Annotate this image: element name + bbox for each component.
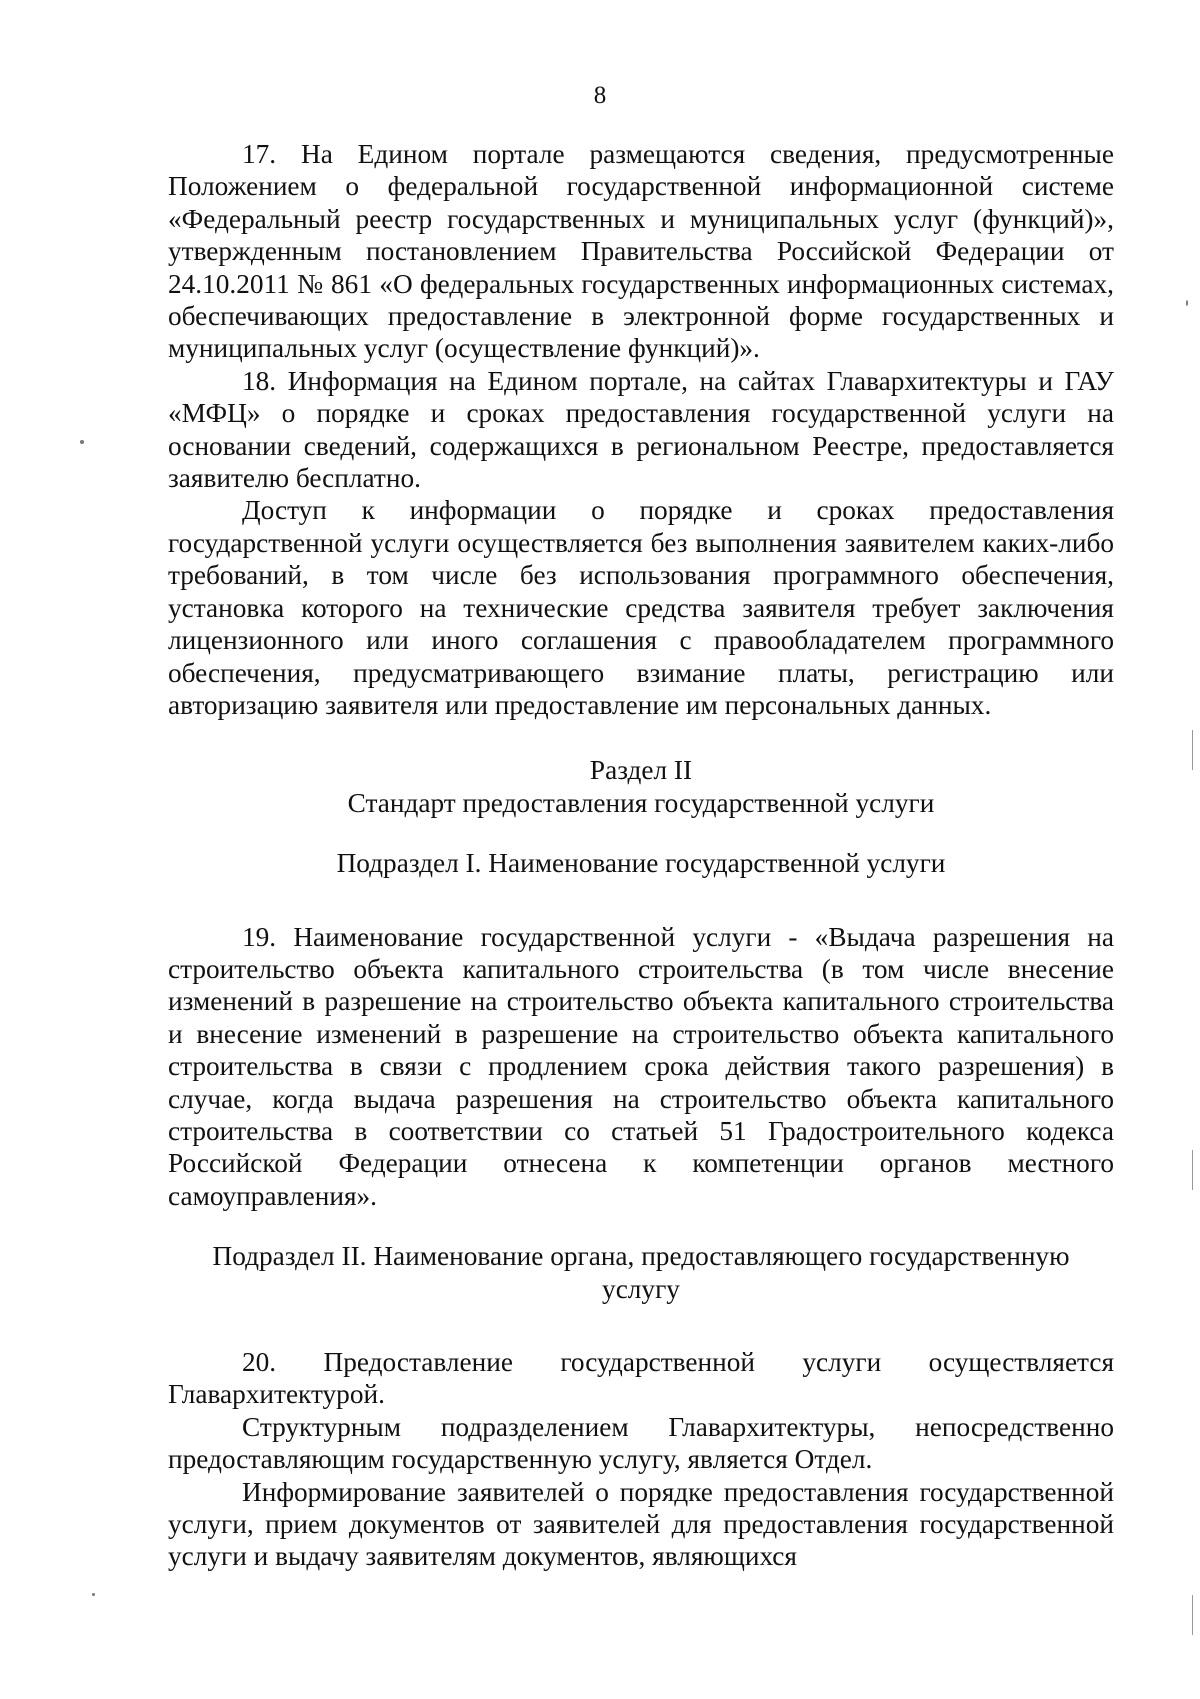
subsection-2-title-line1: Подраздел II. Наименование органа, предоставляющего государственную bbox=[212, 1241, 1070, 1272]
scan-edge-mark bbox=[1192, 1150, 1193, 1190]
scan-speck bbox=[92, 1593, 95, 1596]
spacer bbox=[168, 1305, 1114, 1346]
subsection-2-title-line2: услугу bbox=[602, 1273, 680, 1304]
paragraph-18: 18. Информация на Едином портале, на сайтах Главархитектуры и ГАУ «МФЦ» о порядке и сроках предоставления государственной услуги на основании сведений, содержащихся в региональном Реестре, предоставляется заявителю бесплатно. bbox=[168, 365, 1114, 494]
subsection-1-title: Подраздел I. Наименование государственной услуги bbox=[336, 848, 946, 879]
section-title: Раздел II bbox=[589, 755, 693, 786]
scan-edge-mark bbox=[1192, 1595, 1193, 1635]
paragraph-19: 19. Наименование государственной услуги - «Выдача разрешения на строительство объекта капитального строительства (в том числе внесение изменений в разрешение на строительство объекта капитального строительства и внесение изменений в разрешение на строительство объекта капитального строительства в связи с продлением срока действия такого разрешения) в случае, когда выдача разрешения на строительство объекта капитального строительства в соответствии со статьей 51 Градостроительного кодекса Российской Федерации отнесена к компетенции органов местного самоуправления». bbox=[168, 921, 1114, 1211]
paragraph-20-inform: Информирование заявителей о порядке предоставления государственной услуги, прием документов от заявителей для предоставления государственной услуги и выдачу заявителям документов, являющихся bbox=[168, 1476, 1114, 1572]
paragraph-18-access: Доступ к информации о порядке и сроках предоставления государственной услуги осуществляется без выполнения заявителем каких-либо требований, в том числе без использования программного обеспечения, установка которого на технические средства заявителя требует заключения лицензионного или иного соглашения с правообладателем программного обеспечения, предусматривающего взимание платы, регистрацию или авторизацию заявителя или предоставление им персональных данных. bbox=[168, 495, 1114, 720]
page-number: 8 bbox=[593, 82, 607, 109]
spacer bbox=[168, 880, 1114, 921]
spacer bbox=[168, 819, 1114, 847]
paragraph-20-structural: Структурным подразделением Главархитектуры, непосредственно предоставляющим государственную услугу, является Отдел. bbox=[168, 1411, 1114, 1475]
scan-speck bbox=[80, 440, 84, 444]
document-body bbox=[168, 138, 1114, 1573]
scan-edge-mark bbox=[1192, 730, 1193, 770]
section-subtitle: Стандарт предоставления государственной услуги bbox=[347, 787, 935, 818]
scan-speck bbox=[1186, 300, 1188, 306]
paragraph-20: 20. Предоставление государственной услуги осуществляется Главархитектурой. bbox=[168, 1347, 1114, 1410]
spacer bbox=[168, 721, 1114, 754]
spacer bbox=[168, 1212, 1114, 1240]
paragraph-17: 17. На Едином портале размещаются сведения, предусмотренные Положением о федеральной государственной информационной системе «Федеральный реестр государственных и муниципальных услуг (функций)», утвержденным постановлением Правительства Российской Федерации от 24.10.2011 № 861 «О федеральных государственных информационных системах, обеспечивающих предоставление в электронной форме государственных и муниципальных услуг (осуществление функций)». bbox=[168, 139, 1114, 364]
